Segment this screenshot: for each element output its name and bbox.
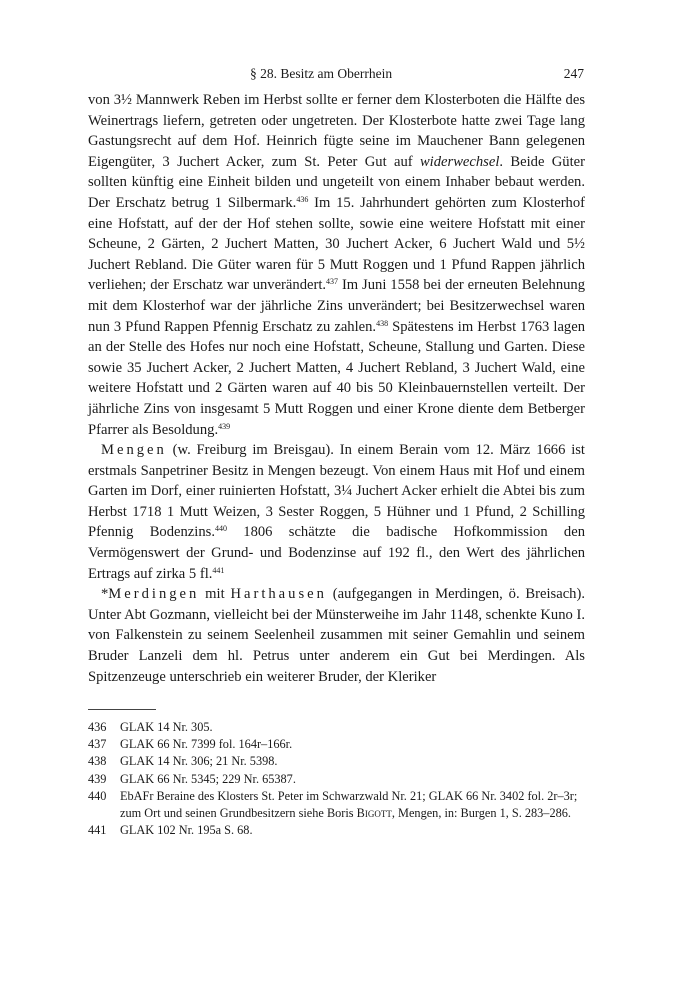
footnote-ref-438[interactable]: 438 (376, 318, 389, 328)
place-name-mengen: Mengen (101, 442, 167, 459)
main-text (88, 90, 585, 687)
footnote-439 (88, 771, 585, 788)
running-header (0, 66, 700, 86)
footnote-text: GLAK 14 Nr. 305. (120, 720, 213, 734)
place-name-harthausen: Harthausen (230, 586, 327, 603)
footnote-number: 438 (88, 754, 107, 769)
footnote-number: 436 (88, 720, 107, 734)
footnote-441 (88, 822, 585, 839)
place-name-merdingen: Merdingen (108, 586, 200, 603)
footnote-440 (88, 788, 585, 822)
footnotes (88, 719, 585, 839)
footnote-number: 441 (88, 823, 107, 838)
footnote-438 (88, 753, 585, 770)
footnote-437 (88, 736, 585, 753)
paragraph-betberg-continued: von 3½ Mannwerk Reben im Herbst sollte er ferner dem Klosterboten die Hälfte des Weinertrags liefern, getreten oder ungetreten. Der Klosterbote hatte zwei Tage lang Gastungsrecht auf dem Hof. Heinrich fügte seine im Mauchener Bann gelegenen Eigengüter, 3 Juchert Acker, zum St. Peter Gut auf widerwechsel. Beide Güter sollten künftig eine Einheit bilden und ungeteilt von einem Inhaber bebaut werden. Der Erschatz betrug 1 Silbermark.$^{436}$ Im 15. Jahrhundert gehörten zum Klosterhof eine Hofstatt, auf der der Hof stehen sollte, sowie eine weitere Hofstatt mit einer Scheune, 2 Gärten, 2 Juchert Matten, 30 Juchert Acker, 6 Juchert Wald und 5½ Juchert Rebland. Die Güter waren für 5 Mutt Roggen und 1 Pfund Rappen jährlich verliehen; der Erschatz war unverändert.$^{437}$ Im Juni 1558 bei der erneuten Belehnung mit dem Klosterhof war der jährliche Zins unverändert; bei Besitzerwechsel waren nun 3 Pfund Rappen Pfennig Erschatz zu zahlen.$^{438}$ Spätestens im Herbst 1763 lagen an der Stelle des Hofes nur noch eine Hofstatt, Scheune, Stallung und Garten. Diese sowie 35 Juchert Acker, 2 Juchert Matten, 4 Juchert Rebland, 3 Juchert Wald, eine weitere Hofstatt und 2 Gärten waren auf 40 bis 50 Kleinbauernstellen verteilt. Der jährliche Zins von insgesamt 5 Mutt Roggen und einer Krone diente dem Betberger Pfarrer als Besoldung.$^{439}$ (88, 92, 586, 438)
paragraph-mengen: Mengen (w. Freiburg im Breisgau). In einem Berain vom 12. März 1666 ist erstmals Sanpetriner Besitz in Mengen bezeugt. Von einem Haus mit Hof und einem Garten im Dorf, einer ruinierten Hofstatt, 3¼ Juchert Acker erhielt die Abtei bis zum Herbst 1718 1 Mutt Weizen, 3 Sester Roggen, 5 Hühner und 1 Pfund, 2 Schilling Pfennig Bodenzins.$^{440}$ 1806 schätzte die badische Hofkommission den Vermögenswert der Grund- und Bodenzinse auf 192 fl., den Wert des jährlichen Ertrags auf zirka 5 fl.$^{441}$ (88, 442, 585, 582)
footnote-text: GLAK 66 Nr. 7399 fol. 164r–166r. (120, 737, 293, 752)
running-title: § 28. Besitz am Oberrhein (250, 66, 393, 81)
term-widerwechsel: widerwechsel (419, 153, 500, 170)
footnote-text: GLAK 66 Nr. 5345; 229 Nr. 65387. (120, 771, 296, 786)
page-number: 247 (563, 66, 584, 81)
footnote-ref-439[interactable]: 439 (218, 421, 231, 431)
footnote-ref-436[interactable]: 436 (296, 194, 309, 204)
paragraph-merdingen: *Merdingen mit Harthausen (aufgegangen in Merdingen, ö. Breisach). Unter Abt Gozmann, vielleicht bei der Münsterweihe im Jahr 1148, schenkte Kuno I. von Falkenstein zu seinem Seelenheil zusammen mit seiner Gemahlin und seinem Bruder Lanzeli dem hl. Petrus unter anderem ein Gut bei Merdingen. Als Spitzenzeuge unterschrieb ein weiterer Bruder, der Kleriker (88, 586, 585, 685)
footnote-number: 437 (88, 737, 107, 752)
footnote-436 (88, 719, 585, 736)
footnote-divider (88, 709, 156, 710)
footnote-text: GLAK 102 Nr. 195a S. 68. (120, 823, 253, 838)
footnote-ref-440[interactable]: 440 (214, 524, 227, 534)
footnote-number: 439 (88, 771, 107, 786)
footnote-text: EbAFr Beraine des Klosters St. Peter im Schwarzwald Nr. 21; GLAK 66 Nr. 3402 fol. 2r–3r; zum Ort und seinen Grundbesitzern siehe Boris Bigott, Mengen, in: Burgen 1, S. 283–286. (120, 788, 578, 821)
author-name: Bigott (356, 806, 392, 821)
asterisk-marker: * (101, 586, 109, 603)
footnote-number: 440 (88, 788, 107, 803)
footnote-text: GLAK 14 Nr. 306; 21 Nr. 5398. (120, 754, 278, 769)
footnote-ref-437[interactable]: 437 (326, 277, 339, 287)
footnote-ref-441[interactable]: 441 (212, 565, 225, 575)
